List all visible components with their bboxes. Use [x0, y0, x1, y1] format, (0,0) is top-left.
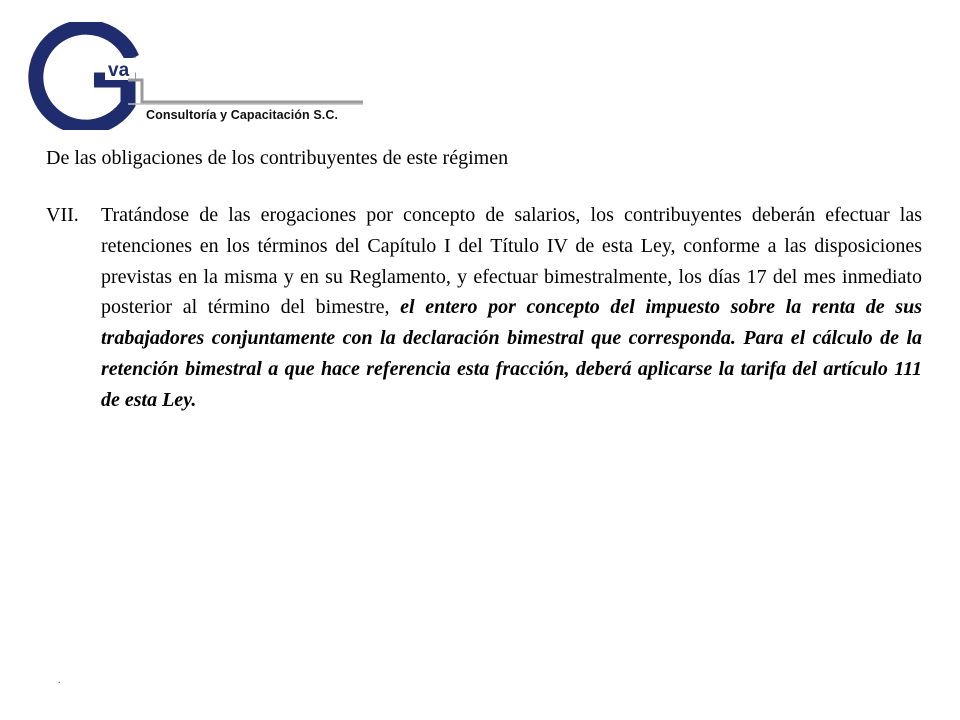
- company-logo: [28, 22, 373, 130]
- section-plain-text: Tratándose de las erogaciones por concepto de salarios, los contribuyentes deberán efectuar las retenciones en los términos del Capítulo I del Título IV de esta Ley, conforme a las disposiciones previstas en la misma y en su Reglamento, y efectuar bimestralmente, los días 17 del mes inmediato posterior al término del bimestre,: [101, 204, 922, 319]
- page-heading: De las obligaciones de los contribuyentes de este régimen: [46, 147, 509, 169]
- law-section: [46, 200, 922, 416]
- section-number: VII.: [46, 204, 79, 226]
- logo-initials: va: [108, 60, 130, 81]
- section-emphasized-text: el entero por concepto del impuesto sobre la renta de sus trabajadores conjuntamente con la declaración bimestral que corresponda. Para el cálculo de la retención bimestral a que hace referencia esta fracción, deberá aplicarse la tarifa del artículo 111 de esta Ley.: [101, 296, 922, 411]
- logo-tagline: Consultoría y Capacitación S.C.: [146, 108, 339, 122]
- footer-mark: .: [58, 675, 61, 686]
- section-body: [101, 200, 922, 416]
